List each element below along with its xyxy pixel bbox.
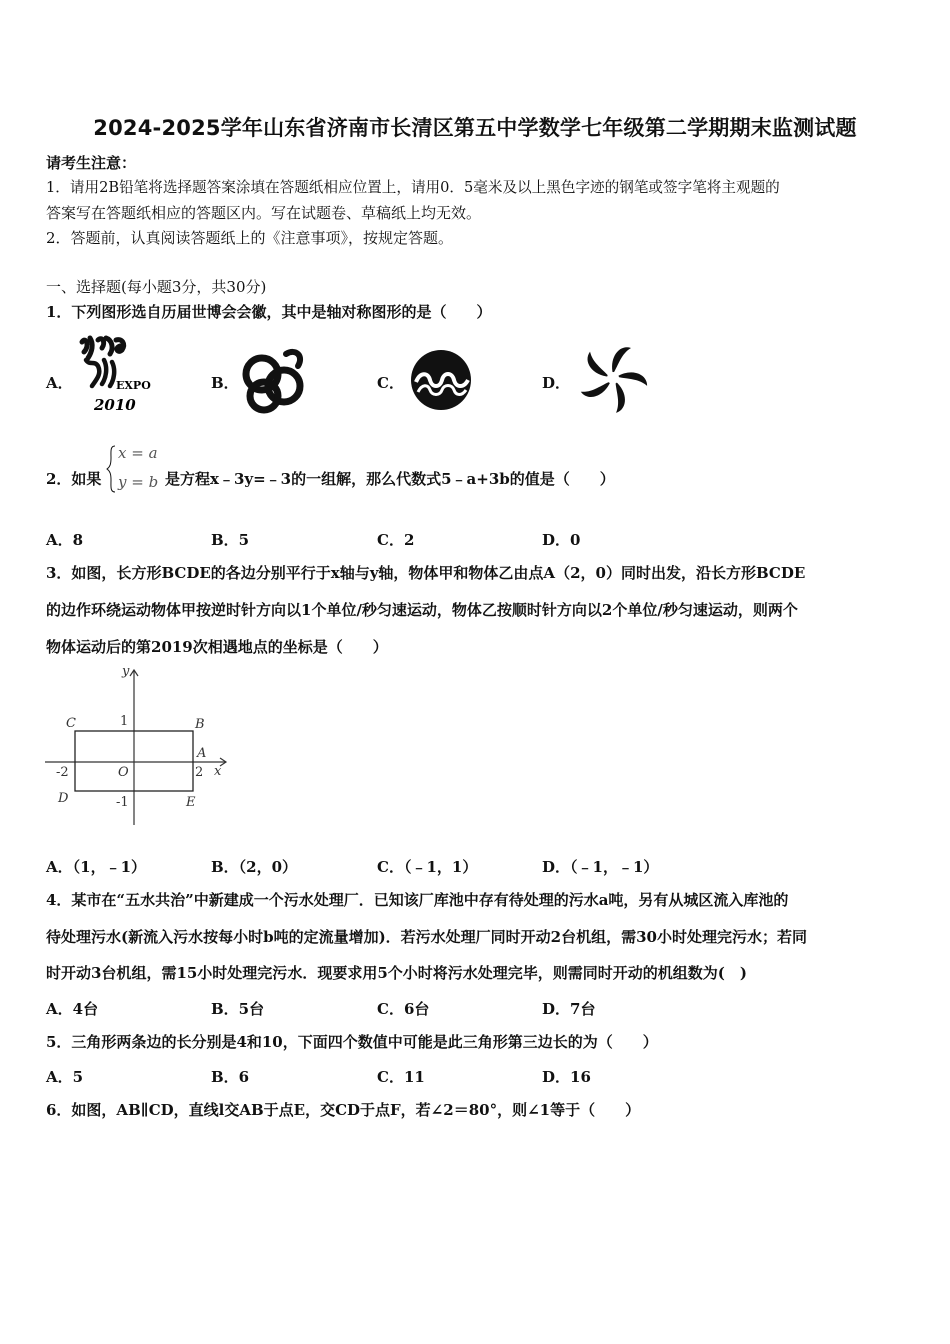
expo-logo-c-image [408,348,474,412]
q3-line-1: 3．如图，长方形BCDE的各边分别平行于x轴与y轴，物体甲和物体乙由点A（2，0）同时出发，沿长方形BCDE [46,564,806,582]
q4-line-2: 待处理污水(新流入污水按每小时b吨的定流量增加)．若污水处理厂同时开动2台机组，需30小时处理完污水；若同 [46,928,807,946]
notice-line-2: 2．答题前，认真阅读答题纸上的《注意事项》，按规定答题。 [46,229,454,247]
q3-line-3: 物体运动后的第2019次相遇地点的坐标是（ ） [46,638,388,656]
q3-option-a: A．（1，﹣1） [46,858,147,876]
q5-option-a: A．5 [46,1068,84,1086]
q3-line-2: 的边作环绕运动物体甲按逆时针方向以1个单位/秒匀速运动，物体乙按顺时针方向以2个单位/秒匀速运动，则两个 [46,601,798,619]
q2-equation-2: y = b [118,473,159,491]
origin-label: O [118,765,129,780]
expo-logo-d-image [572,340,654,416]
tick-label-neg2: -2 [56,765,69,780]
q2-option-a: A．8 [46,531,84,549]
q4-option-d: D．7台 [542,1000,596,1018]
notice-line-1a: 1．请用2B铅笔将选择题答案涂填在答题纸相应位置上，请用0．5毫米及以上黑色字迹的钢笔或签字笔将主观题的 [46,179,780,196]
q4-option-c: C．6台 [377,1000,430,1018]
expo-logo-text: EXPO [116,379,151,392]
point-e-label: E [186,795,196,810]
q4-line-3: 时开动3台机组，需15小时处理完污水．现要求用5个小时将污水处理完毕，则需同时开动的机组数为( ) [46,964,747,982]
q2-prefix: 2．如果 [46,470,102,488]
notice-heading: 请考生注意： [46,154,137,172]
expo-logo-year: 2010 [94,396,136,414]
x-axis-label: x [214,764,222,779]
q5-option-b: B．6 [211,1068,250,1086]
q3-option-b: B．（2，0） [211,858,298,876]
expo-logo-a-image [76,334,154,414]
point-c-label: C [66,716,76,731]
q1-option-c: C． [377,374,404,392]
q2-stem: 是方程x﹣3y=﹣3的一组解，那么代数式5﹣a+3b的值是（ ） [165,470,615,488]
point-b-label: B [195,717,205,732]
tick-label-2: 2 [195,765,204,780]
q2-option-c: C．2 [377,531,415,549]
q2-option-b: B．5 [211,531,250,549]
point-a-label: A [197,746,207,761]
q1-option-a: A． [46,374,73,392]
q6-stem: 6．如图，AB∥CD，直线l交AB于点E，交CD于点F，若∠2＝80°，则∠1等于（ ） [46,1101,641,1119]
y-axis-label: y [122,664,130,679]
q4-option-a: A．4台 [46,1000,99,1018]
q4-line-1: 4．某市在“五水共治”中新建成一个污水处理厂．已知该厂库池中存有待处理的污水a吨，另有从城区流入库池的 [46,891,789,909]
q3-coordinate-figure [40,660,230,832]
page-title: 2024-2025学年山东省济南市长清区第五中学数学七年级第二学期期末监测试题 [93,116,857,140]
expo-logo-b-image [240,344,310,416]
notice-line-1b: 答案写在答题纸相应的答题区内。写在试题卷、草稿纸上均无效。 [46,204,482,222]
point-d-label: D [58,791,69,806]
section-heading: 一、选择题(每小题3分，共30分) [46,278,267,296]
tick-label-neg1: -1 [116,795,129,810]
q2-equation-1: x = a [118,444,158,462]
q1-option-b: B． [211,374,239,392]
q3-option-c: C．（﹣1，1） [377,858,478,876]
q1-option-d: D． [542,374,571,392]
q5-stem: 5．三角形两条边的长分别是4和10，下面四个数值中可能是此三角形第三边长的为（ ） [46,1033,658,1051]
q1-stem: 1．下列图形选自历届世博会会徽，其中是轴对称图形的是（ ） [46,303,492,321]
q3-option-d: D．（﹣1，﹣1） [542,858,659,876]
tick-label-1: 1 [120,714,129,729]
q5-option-d: D．16 [542,1068,591,1086]
q2-option-d: D．0 [542,531,581,549]
q5-option-c: C．11 [377,1068,425,1086]
q4-option-b: B．5台 [211,1000,265,1018]
